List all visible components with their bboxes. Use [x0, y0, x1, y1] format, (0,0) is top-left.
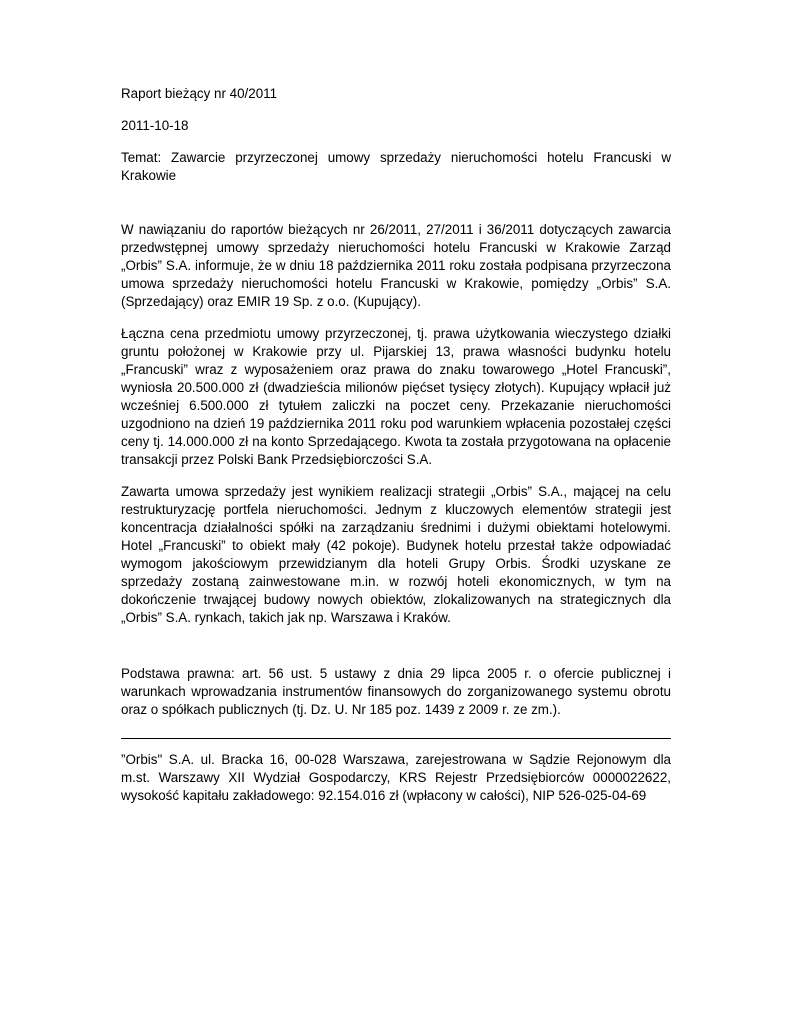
report-number: Raport bieżący nr 40/2011	[121, 86, 278, 101]
report-date: 2011-10-18	[121, 118, 189, 133]
paragraph-1: W nawiązaniu do raportów bieżących nr 26/2011, 27/2011 i 36/2011 dotyczących zawarcia przedwstępnej umowy sprzedaży nieruchomości hotelu Francuski w Krakowie Zarząd „Orbis” S.A. informuje, że w dniu 18 października 2011 roku została podpisana przyrzeczona umowa sprzedaży nieruchomości hotelu Francuski w Krakowie, pomiędzy „Orbis” S.A. (Sprzedający) oraz EMIR 19 Sp. z o.o. (Kupujący).	[121, 222, 671, 309]
report-subject: Temat: Zawarcie przyrzeczonej umowy sprzedaży nieruchomości hotelu Francuski w Krakowie	[121, 150, 671, 183]
company-footer: ”Orbis" S.A. ul. Bracka 16, 00-028 Warszawa, zarejestrowana w Sądzie Rejonowym dla m.st. Warszawy XII Wydział Gospodarczy, KRS Rejestr Przedsiębiorców 0000022622, wysokość kapitału zakładowego: 92.154.016 zł (wpłacony w całości), NIP 526-025-04-69	[121, 752, 671, 803]
paragraph-2: Łączna cena przedmiotu umowy przyrzeczonej, tj. prawa użytkowania wieczystego działki gruntu położonej w Krakowie przy ul. Pijarskiej 13, prawa własności budynku hotelu „Francuski” wraz z wyposażeniem oraz prawa do znaku towarowego „Hotel Francuski”, wyniosła 20.500.000 zł (dwadzieścia milionów pięćset tysięcy złotych). Kupujący wpłacił już wcześniej 6.500.000 zł tytułem zaliczki na poczet ceny. Przekazanie nieruchomości uzgodniono na dzień 19 października 2011 roku pod warunkiem wpłacenia pozostałej części ceny tj. 14.000.000 zł na konto Sprzedającego. Kwota ta została przygotowana na opłacenie transakcji przez Polski Bank Przedsiębiorczości S.A.	[121, 326, 671, 467]
legal-basis: Podstawa prawna: art. 56 ust. 5 ustawy z dnia 29 lipca 2005 r. o ofercie publicznej i warunkach wprowadzania instrumentów finansowych do zorganizowanego systemu obrotu oraz o spółkach publicznych (tj. Dz. U. Nr 185 poz. 1439 z 2009 r. ze zm.).	[121, 666, 671, 717]
paragraph-3: Zawarta umowa sprzedaży jest wynikiem realizacji strategii „Orbis” S.A., mającej na celu restrukturyzację portfela nieruchomości. Jednym z kluczowych elementów strategii jest koncentracja działalności spółki na zarządzaniu średnimi i dużymi obiektami hotelowymi. Hotel „Francuski” to obiekt mały (42 pokoje). Budynek hotelu przestał także odpowiadać wymogom jakościowym przewidzianym dla hoteli Grupy Orbis. Środki uzyskane ze sprzedaży zostaną zainwestowane m.in. w rozwój hoteli ekonomicznych, w tym na dokończenie trwającej budowy nowych obiektów, zlokalizowanych na strategicznych dla „Orbis” S.A. rynkach, takich jak np. Warszawa i Kraków.	[121, 484, 671, 625]
footer-divider	[121, 738, 671, 739]
document-page	[121, 85, 671, 805]
